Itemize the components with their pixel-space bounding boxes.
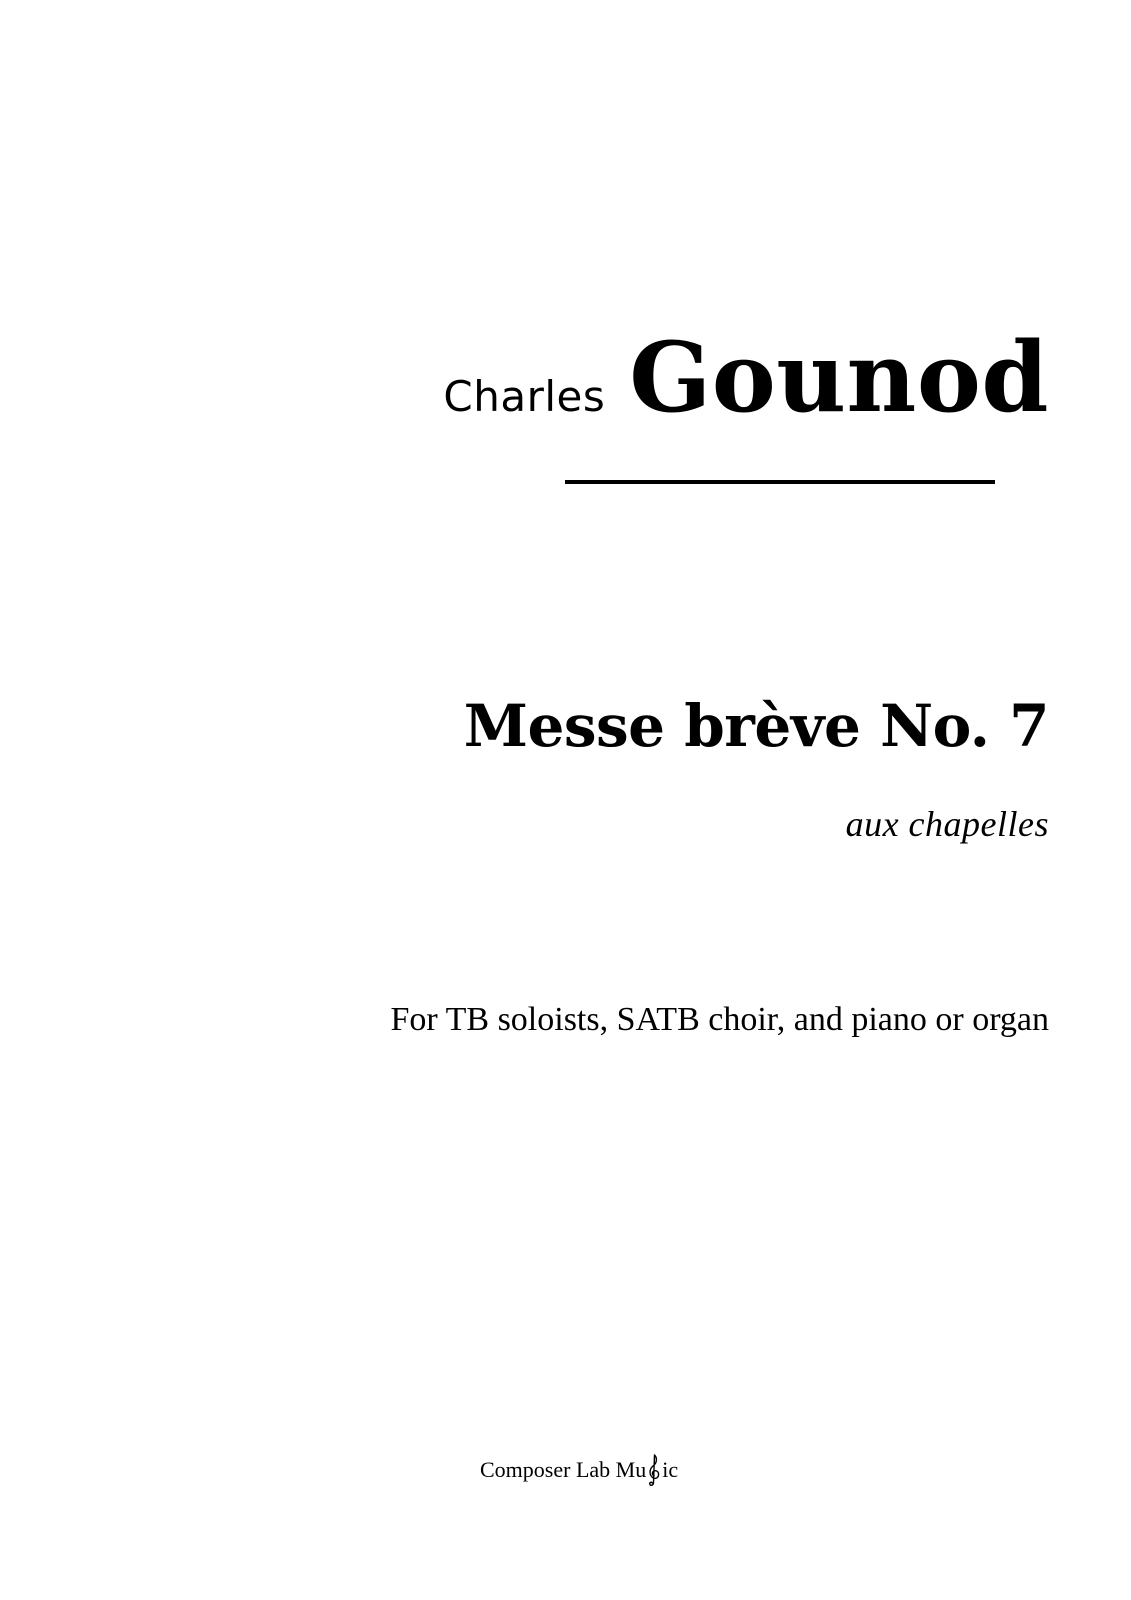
- composer-first-name: Charles: [443, 372, 606, 421]
- publisher-wordmark: [480, 1453, 678, 1487]
- publisher-logo: [480, 1453, 678, 1487]
- work-title: Messe brève No. 7: [463, 692, 1049, 760]
- composer-last-name: Gounod: [629, 321, 1049, 434]
- title-divider: [565, 480, 995, 484]
- work-subtitle: aux chapelles: [845, 804, 1049, 844]
- instrumentation-line: For TB soloists, SATB choir, and piano or organ: [390, 1001, 1049, 1038]
- publisher-text-end: ic: [662, 1457, 679, 1482]
- treble-clef-icon: [647, 1453, 661, 1487]
- composer-name: [443, 321, 1049, 434]
- publisher-text-start: Composer Lab Mu: [480, 1457, 647, 1482]
